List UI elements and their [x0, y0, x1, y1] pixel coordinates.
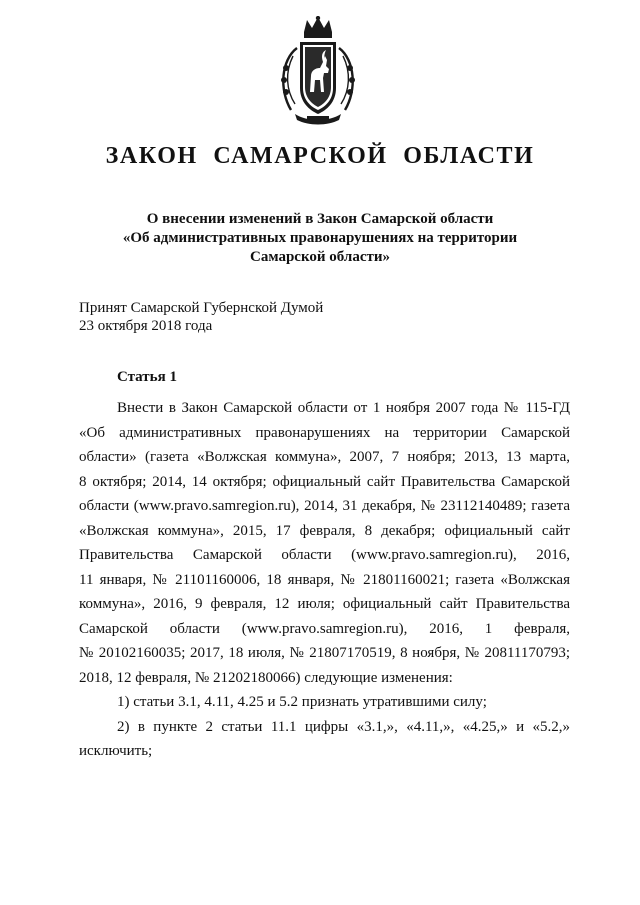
subtitle-line: Самарской области» — [250, 249, 390, 265]
subtitle-line: О внесении изменений в Закон Самарской области — [146, 211, 494, 227]
body-line: 8 октября; 2014, 14 октября; официальный сайт Правительства Самарской — [79, 473, 570, 490]
body-line: Внести в Закон Самарской области от 1 ноября 2007 года № 115-ГД — [117, 400, 570, 416]
article-heading: Статья 1 — [117, 369, 177, 385]
subtitle-line: «Об административных правонарушениях на территории — [122, 230, 518, 246]
list-item-2-continuation: исключить; — [79, 743, 153, 759]
body-line: Правительства Самарской области (www.pravo.samregion.ru), 2016, — [79, 547, 570, 563]
list-item-1: 1) статьи 3.1, 4.11, 4.25 и 5.2 признать утратившими силу; — [117, 694, 487, 710]
body-line: 2018, 12 февраля, № 21202180066) следующие изменения: — [79, 669, 453, 686]
article-body — [79, 396, 570, 764]
law-title: ЗАКОН САМАРСКОЙ ОБЛАСТИ — [105, 143, 535, 169]
body-line: «Об административных правонарушениях на территории Самарской — [79, 424, 570, 441]
body-line: № 20102160035; 2017, 18 июля, № 21807170519, 8 ноября, № 20811170793; — [79, 645, 570, 661]
adoption-date: 23 октября 2018 года — [79, 318, 213, 334]
samara-coat-of-arms-icon — [277, 16, 359, 128]
adoption-note — [79, 299, 323, 335]
body-line: области» (газета «Волжская коммуна», 2007, 7 ноября; 2013, 13 марта, — [79, 449, 570, 465]
body-line: «Волжская коммуна», 2015, 17 февраля, 8 декабря; официальный сайт — [79, 522, 570, 539]
body-line: Самарской области (www.pravo.samregion.ru), 2016, 1 февраля, — [79, 620, 570, 637]
body-line: области (www.pravo.samregion.ru), 2014, 31 декабря, № 23112140489; газета — [79, 498, 570, 514]
body-line: 11 января, № 21101160006, 18 января, № 21801160021; газета «Волжская — [79, 571, 570, 588]
list-item-2: 2) в пункте 2 статьи 11.1 цифры «3.1,», «4.11,», «4.25,» и «5.2,» — [117, 718, 570, 735]
law-subtitle — [90, 210, 550, 267]
body-line: коммуна», 2016, 9 февраля, 12 июля; официальный сайт Правительства — [79, 596, 570, 612]
adoption-body: Принят Самарской Губернской Думой — [79, 300, 324, 316]
